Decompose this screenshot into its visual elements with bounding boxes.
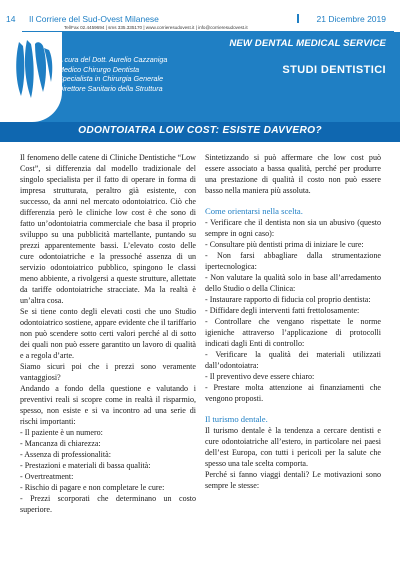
author-line: Specialista in Chirurgia Generale: [58, 74, 164, 84]
publication-contacts: Tel/Fax 02.4459694 | sms 335.335170 | www.corrieresudovest.it | info@corrieresudovest.it: [64, 25, 248, 30]
risk-item: - Mancanza di chiarezza:: [20, 439, 101, 448]
advice-item: - Prestare molta attenzione ai finanziamenti che vengono proposti.: [205, 383, 381, 403]
advice-item: - Verificare che il dentista non sia un abusivo (questo sempre in ogni caso):: [205, 218, 381, 238]
advice-item: - Instaurare rapporto di fiducia col proprio dentista:: [205, 295, 371, 304]
page-header: [0, 14, 400, 30]
article-title: ODONTOIATRA LOW COST: ESISTE DAVVERO?: [78, 125, 322, 136]
ndms-logo-icon: [13, 38, 55, 100]
subheading-tourism: Il turismo dentale.: [205, 414, 268, 424]
risk-item: - Il paziente è un numero:: [20, 428, 103, 437]
author-line: Medico Chirurgo Dentista: [58, 64, 140, 74]
author-line: A cura del Dott. Aurelio Cazzaniga: [58, 55, 168, 64]
risk-item: - Overtreatment:: [20, 472, 74, 481]
advice-item: - Il preventivo deve essere chiaro:: [205, 372, 315, 381]
article-left-column: [20, 152, 196, 515]
body-paragraph: Sintetizzando si può affermare che low cost può essere associato a bassa qualità, perché per produrre una prestazione di qualità il costo non può essere basso nella maniera più assoluta.: [205, 153, 381, 195]
author-credit: [58, 55, 167, 93]
publication-name: Il Corriere del Sud-Ovest Milanese: [29, 14, 159, 24]
advice-item: - Consultare più dentisti prima di iniziare le cure:: [205, 240, 364, 249]
risk-item: - Rischio di pagare e non completare le cure:: [20, 483, 165, 492]
section-name: STUDI DENTISTICI: [282, 64, 386, 76]
article-right-column: [205, 152, 381, 491]
publication-date: 21 Dicembre 2019: [316, 14, 386, 24]
risk-item: - Prestazioni e materiali di bassa qualità:: [20, 461, 151, 470]
body-paragraph: Se si tiene conto degli elevati costi che uno Studio odontoiatrico sostiene, appare evidente che il tariffario non può scendere sotto certi valori perché al di sotto dei quali non può essere garantito un lavoro di qualità e a regola d’arte.: [20, 307, 196, 360]
author-line: Direttore Sanitario della Struttura: [58, 83, 163, 93]
advice-item: - Diffidare degli interventi fatti frettolosamente:: [205, 306, 360, 315]
advice-item: - Non farsi abbagliare dalla strumentazione ipertecnologica:: [205, 251, 381, 271]
header-divider: [297, 14, 299, 23]
advice-item: - Verificare la qualità dei materiali utilizzati dall’odontoiatra:: [205, 350, 381, 370]
body-paragraph: Andando a fondo della questione e valutando i preventivi reali si scopre come in realtà il risparmio, spesso, non esiste e si va incontro ad una serie di rischi importanti:: [20, 384, 196, 426]
body-paragraph: Il fenomeno delle catene di Cliniche Dentistiche “Low Cost”, si differenzia dal modello tradizionale del singolo specialista per il fatto di operare in forma di impresa strutturata, peraltro già esistente, con successo, da anni nel mercato odontoiatrico. Ciò che differenzia però le cliniche low cost è che sono di fatto un’odontoiatria commerciale che basa il proprio sviluppo su una pubblicità martellante, puntando su prezzi apparentemente bassi. L’elevato costo delle cure odontoiatriche e la pressoché assenza di un servizio odontoiatrico pubblico, spingono le classi meno abbiente, a rivolgersi a queste strutture, allettate da tariffe odontoiatriche stracciate. Ma la realtà è un’altra cosa.: [20, 153, 196, 305]
body-paragraph: Siamo sicuri poi che i prezzi sono veramente vantaggiosi?: [20, 362, 196, 382]
risk-item: - Prezzi scorporati che determinano un costo superiore.: [20, 494, 196, 514]
advice-item: - Non valutare la qualità solo in base all’arredamento dello Studio o della Clinica:: [205, 273, 381, 293]
body-paragraph: Perché si fanno viaggi dentali? Le motivazioni sono sempre le stesse:: [205, 470, 381, 490]
advice-item: - Controllare che vengano rispettate le norme igieniche attraverso l’applicazione di protocolli indicati dagli Enti di controllo:: [205, 317, 381, 348]
subheading-choice: Come orientarsi nella scelta.: [205, 206, 303, 216]
page-number: 14: [6, 14, 16, 24]
body-paragraph: Il turismo dentale è la tendenza a cercare dentisti e cure odontoiatriche all’estero, in particolare nei paesi dell’est Europa, con tutti i pericoli per la salute che spesso una tale scelta comporta.: [205, 426, 381, 468]
service-name: NEW DENTAL MEDICAL SERVICE: [229, 38, 386, 49]
risk-item: - Assenza di professionalità:: [20, 450, 111, 459]
